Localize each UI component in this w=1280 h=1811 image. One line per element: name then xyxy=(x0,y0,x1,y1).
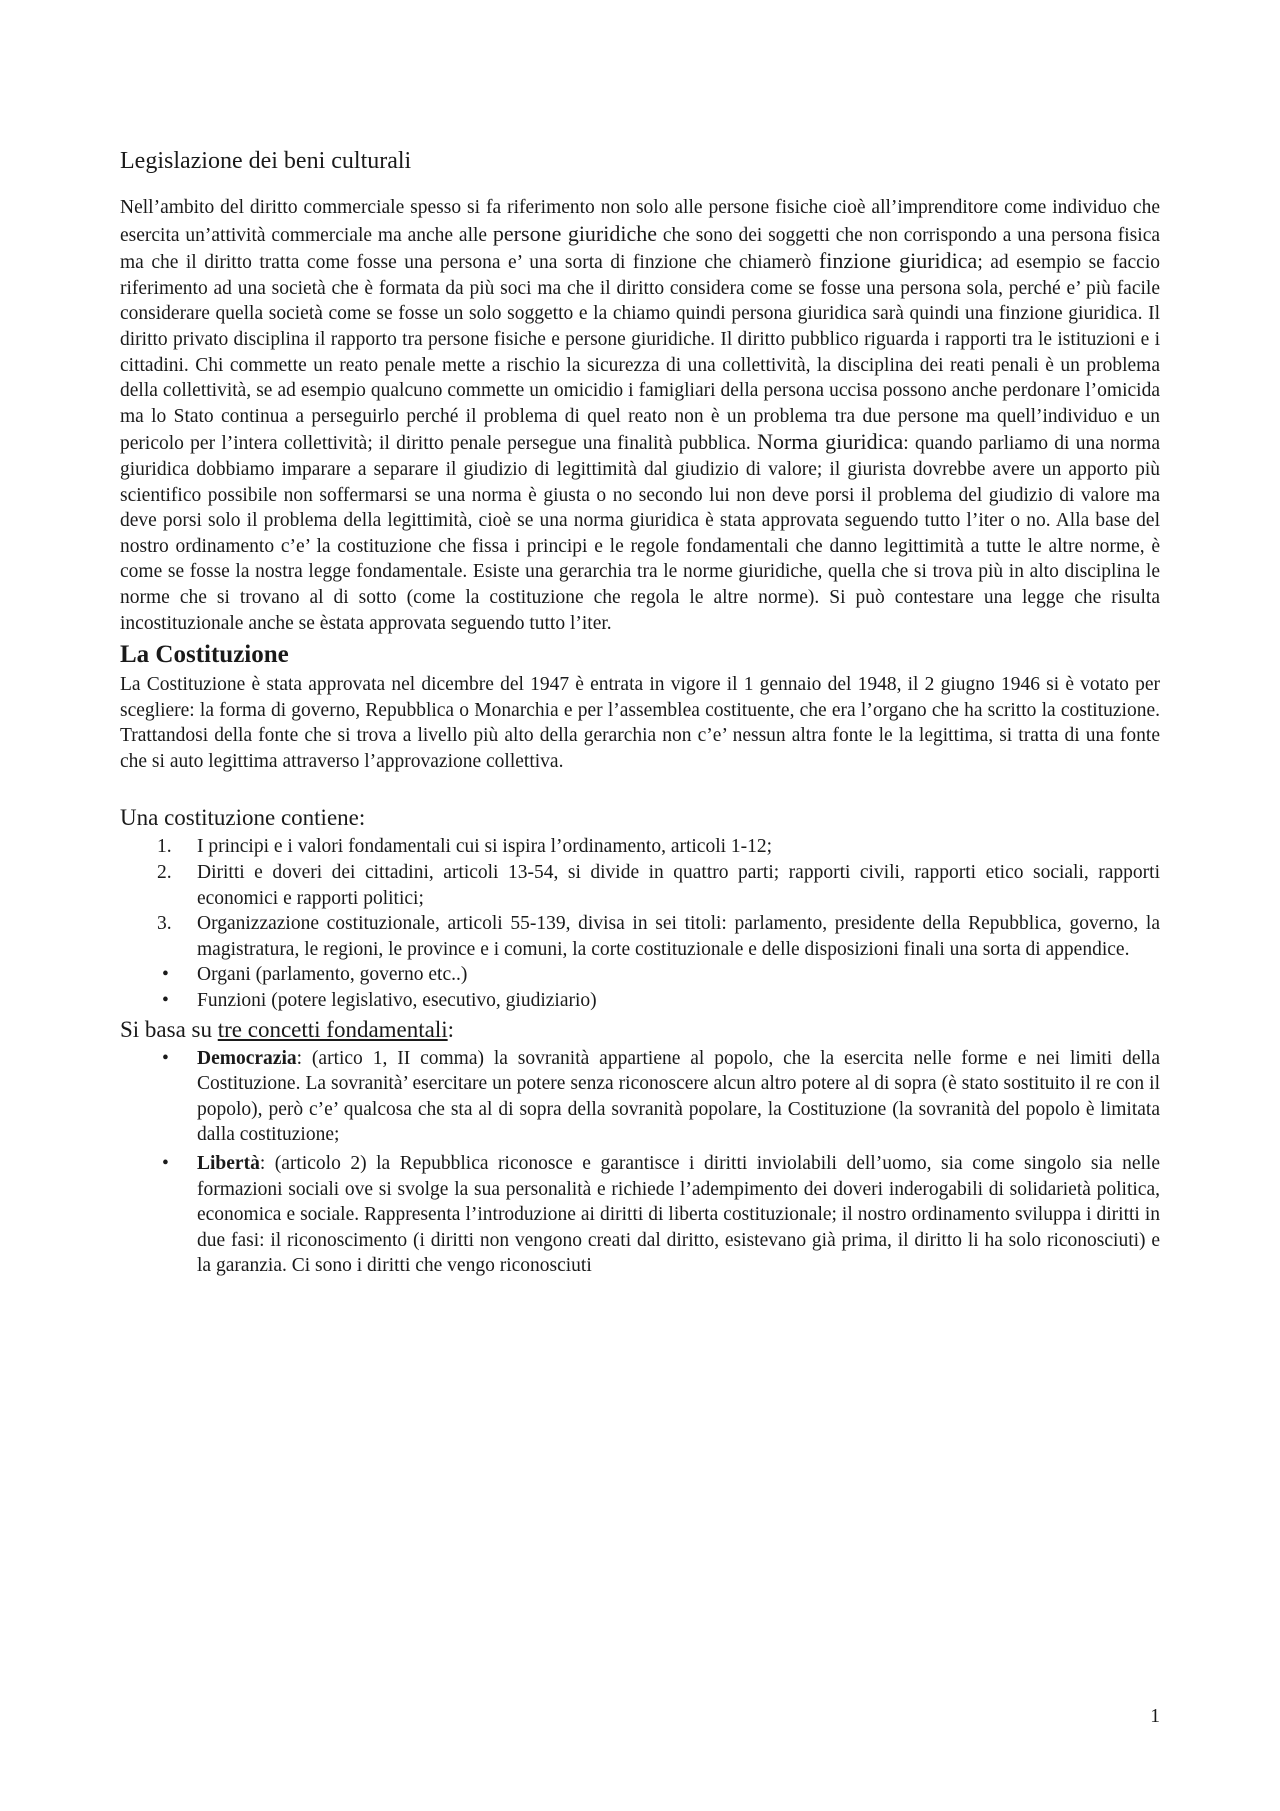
list-marker: 3. xyxy=(157,913,172,935)
bullet-list xyxy=(120,962,1160,1013)
concept-item-liberta xyxy=(120,1151,1160,1279)
basis-suffix: : xyxy=(447,1016,455,1042)
intro-text-1: Nell’ambito del diritto commerciale spesso si fa riferimento non solo alle persone fisiche cioè all’imprenditore come individuo che esercita un’attività commerciale ma anche alle xyxy=(120,197,1160,246)
bullet-marker: • xyxy=(162,964,169,986)
term-finzione-giuridica: finzione giuridica xyxy=(818,248,978,274)
list-item xyxy=(120,860,1160,911)
list-item xyxy=(120,911,1160,962)
section-heading: La Costituzione xyxy=(120,641,289,669)
list-marker: 1. xyxy=(157,836,172,858)
page-content xyxy=(120,148,1160,1282)
list-marker: 2. xyxy=(157,862,172,884)
list-item xyxy=(120,988,1160,1014)
basis-heading xyxy=(120,1016,1160,1044)
list-item-text: Organi (parlamento, governo etc..) xyxy=(197,964,468,986)
intro-text-4: : quando parliamo di una norma giuridica dobbiamo imparare a separare il giudizio di legittimità dal giudizio di valore; il giurista dovrebbe avere un apporto più scientifico possibile non soffermarsi se una norma è giusta o no secondo lui non deve porsi il problema del giudizio di valore ma deve porsi solo il problema della legittimità, cioè se una norma giuridica è stata approvata seguendo tutto l’iter o no. Alla base del nostro ordinamento c’e’ la costituzione che fissa i principi e le regole fondamentali che danno legittimità a tutte le altre norme, è come se fosse la nostra legge fondamentale. Esiste una gerarchia tra le norme giuridiche, quella che si trova più in alto disciplina le norme che si trovano al di sotto (come la costituzione che regola le altre norme). Si può contestare una legge che risulta incostituzionale anche se èstata approvata seguendo tutto l’iter. xyxy=(120,433,1160,634)
concept-item-democrazia xyxy=(120,1046,1160,1148)
term-persone-giuridiche: persone giuridiche xyxy=(492,220,658,246)
concept-text: : (articolo 2) la Repubblica riconosce e garantisce i diritti inviolabili dell’uomo, sia come singolo sia nelle formazioni sociali ove si svolge la sua personalità e richiede l’adempimento dei doveri inderogabili di solidarietà politica, economica e sociale. Rappresenta l’introduzione ai diritti di liberta costituzionale; il nostro ordinamento sviluppa i diritti in due fasi: il riconoscimento (i diritti non vengono creati dal diritto, esistevano già prima, il diritto li ha solo riconosciuti) e la garanzia. Ci sono i diritti che vengo riconosciuti xyxy=(197,1153,1160,1277)
basis-underlined: tre concetti fondamentali xyxy=(217,1016,448,1042)
intro-paragraph xyxy=(120,195,1160,636)
list-item-text: Diritti e doveri dei cittadini, articoli 13-54, si divide in quattro parti; rapporti civili, rapporti etico sociali, rapporti economici e rapporti politici; xyxy=(197,862,1160,909)
concept-term: Libertà xyxy=(197,1153,260,1174)
concept-text: : (artico 1, II comma) la sovranità appartiene al popolo, che la esercita nelle forme e nei limiti della Costituzione. La sovranità’ esercitare un potere senza riconoscere alcun altro potere al di sopra (è stato sostituito il re con il popolo), però c’e’ qualcosa che sta al di sopra della sovranità popolare, la Costituzione (la sovranità del popolo è limitata dalla costituzione; xyxy=(197,1047,1160,1146)
list-item xyxy=(120,962,1160,988)
bullet-marker: • xyxy=(162,990,169,1012)
intro-text-2: che sono dei soggetti che non corrispondo a una persona fisica ma che il diritto tratta come fosse una persona e’ una sorta di finzione che chiamerò xyxy=(120,224,1160,274)
bullet-marker: • xyxy=(162,1153,169,1174)
document-title: Legislazione dei beni culturali xyxy=(120,148,412,174)
list-item-text: Organizzazione costituzionale, articoli 55-139, divisa in sei titoli: parlamento, presidente della Repubblica, governo, la magistratura, le regioni, le province e i comuni, la corte costituzionale e delle disposizioni finali una sorta di appendice. xyxy=(197,913,1160,960)
list-item xyxy=(120,834,1160,860)
costituzione-paragraph: La Costituzione è stata approvata nel dicembre del 1947 è entrata in vigore il 1 gennaio del 1948, il 2 giugno 1946 si è votato per scegliere: la forma di governo, Repubblica o Monarchia e per l’assemblea costituente, che era l’organo che ha scritto la costituzione. Trattandosi della fonte che si trova a livello più alto della gerarchia non c’e’ nessun altra fonte le la legittima, si tratta di una fonte che si auto legittima attraverso l’approvazione collettiva. xyxy=(120,674,1160,772)
bullet-marker: • xyxy=(162,1047,169,1069)
page-number: 1 xyxy=(1150,1706,1160,1727)
basis-prefix: Si basa su xyxy=(120,1016,218,1042)
concept-term: Democrazia xyxy=(197,1047,297,1069)
term-norma-giuridica: Norma giuridica xyxy=(757,429,904,455)
list-item-text: Funzioni (potere legislativo, esecutivo, giudiziario) xyxy=(197,990,597,1012)
list-item-text: I principi e i valori fondamentali cui si ispira l’ordinamento, articoli 1-12; xyxy=(197,836,773,858)
concepts-list xyxy=(120,1046,1160,1279)
contains-heading: Una costituzione contiene: xyxy=(120,805,366,831)
numbered-list xyxy=(120,834,1160,962)
intro-text-3: ; ad esempio se faccio riferimento ad una società che è formata da più soci ma che il diritto considera come se fosse una persona sola, perché e’ più facile considerare quella società come se fosse un solo soggetto e la chiamo quindi persona giuridica sarà quindi una finzione giuridica. Il diritto privato disciplina il rapporto tra persone fisiche e persone giuridiche. Il diritto pubblico riguarda i rapporti tra le istituzioni e i cittadini. Chi commette un reato penale mette a rischio la sicurezza di una collettività, la disciplina dei reati penali è un problema della collettività, se ad esempio qualcuno commette un omicidio i famigliari della persona uccisa possono anche perdonare l’omicida ma lo Stato continua a perseguirlo perché il problema di quel reato non è un problema tra due persone ma quell’individuo e un pericolo per l’intera collettività; il diritto penale persegue una finalità pubblica. xyxy=(120,252,1160,455)
